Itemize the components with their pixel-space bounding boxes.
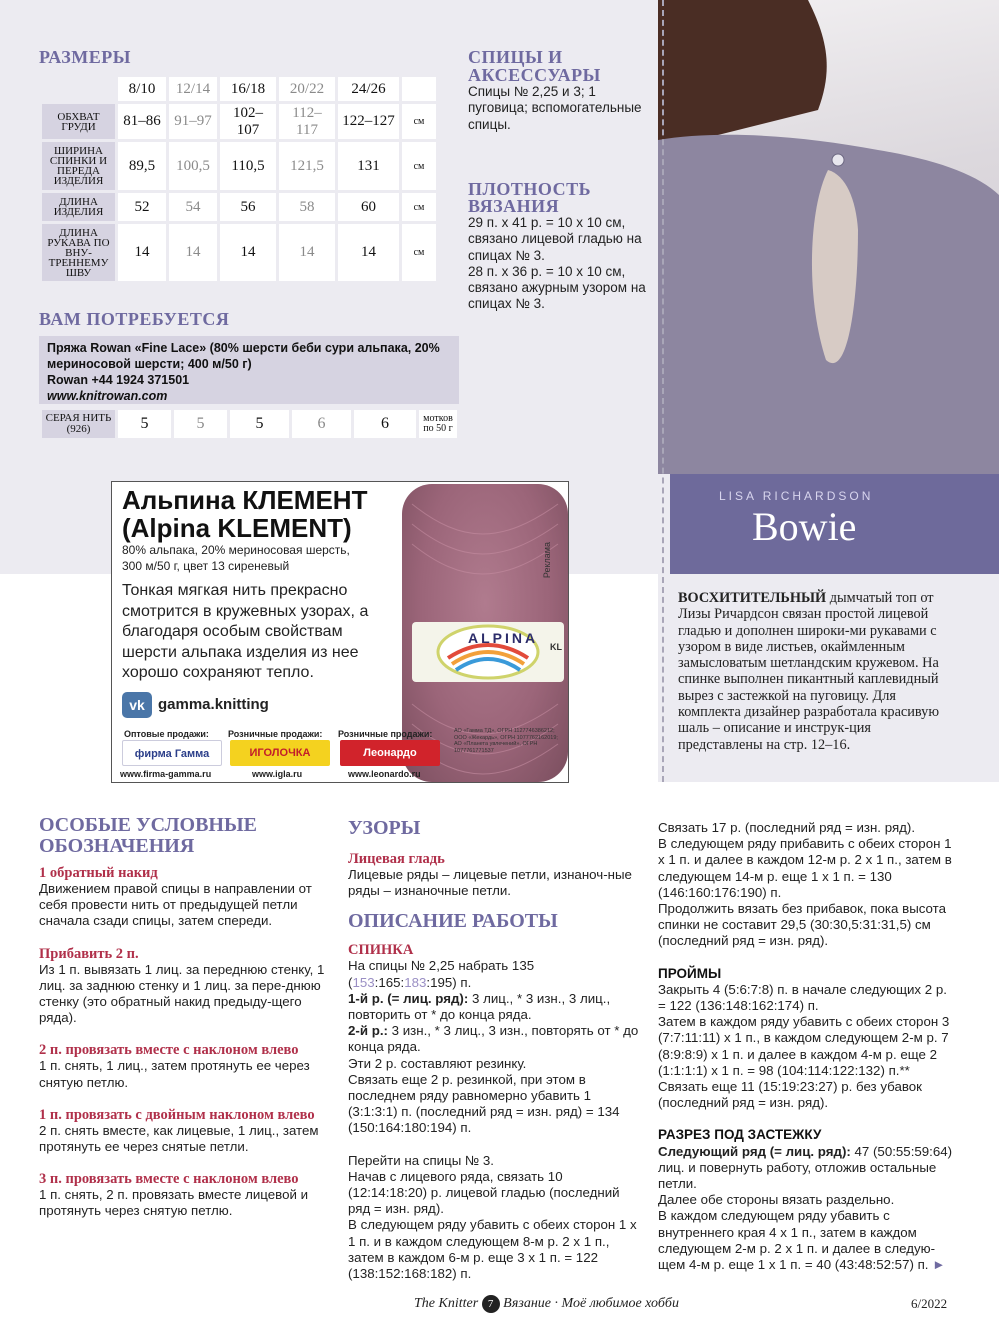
- yarn-line: Rowan +44 1924 371501: [47, 373, 190, 387]
- work-para: Закрыть 4 (5:6:7:8) п. в начале следующих 2 р. = 122 (136:148:162:174) п.: [658, 981, 947, 1014]
- shop-label: Розничные продажи:: [228, 729, 323, 739]
- ad-spec-line: 80% альпака, 20% мериносовая шерсть,: [122, 543, 350, 557]
- work-para: Продолжить вязать без прибавок, пока высота спинки не составит 29,5 (30:30,5:31:31,5) см (последний ряд = изн. ряд).: [658, 901, 946, 949]
- work-para: Эти 2 р. составляют резинку.: [348, 1055, 527, 1071]
- footer-issue: 6/2022: [911, 1296, 948, 1311]
- abbr-item: [39, 1042, 339, 1090]
- ad-title-line: Альпина КЛЕМЕНТ: [122, 485, 368, 515]
- abbr-item: [39, 1107, 339, 1155]
- needles-text: Спицы № 2,25 и 3; 1 пуговица; вспомогательные спицы.: [468, 84, 642, 132]
- ad-description: Тонкая мягкая нить прекрасно смотрится в кружевных узорах, а благодаря особым свойствам шерсти альпака изделия из нее хорошо сохраняют тепло.: [122, 582, 369, 681]
- work-para: На спицы № 2,25 набрать 135 (153:165:183:195) п.: [348, 958, 535, 990]
- sizes-header-row: [42, 77, 436, 101]
- size-col: 24/26: [338, 77, 399, 101]
- unit: см: [402, 224, 436, 281]
- gamma-logo: фирма Гамма: [122, 740, 222, 766]
- cell: 56: [220, 193, 276, 221]
- work-para: В каждом следующем ряду убавить с внутреннего края 4 х 1 п., затем в каждом следующем 2-м р. 2 х 1 п. и далее в следую-щем 4-м р. еще 1 х 1 п. = 40 (43:48:52:57) п. ►: [658, 1208, 946, 1273]
- page-number: 7: [482, 1295, 500, 1313]
- qty-label: СЕРАЯ НИТЬ (926): [42, 410, 115, 438]
- leonardo-logo: Леонардо: [340, 740, 440, 766]
- cell: 14: [279, 224, 335, 281]
- cell: 102–107: [220, 104, 276, 139]
- qty-cell: 5: [174, 410, 227, 438]
- sizes-row: [42, 224, 436, 281]
- intro-text: [678, 590, 958, 753]
- shop-site[interactable]: www.igla.ru: [252, 769, 303, 779]
- row-label: ШИРИНА СПИНКИ И ПЕРЕДА ИЗДЕЛИЯ: [42, 142, 115, 190]
- cell: 100,5: [169, 142, 217, 190]
- instructions-column: [348, 818, 640, 1282]
- cell: 110,5: [220, 142, 276, 190]
- footer-magazine: The Knitter 7 Вязание · Моё любимое хобби: [414, 1296, 679, 1312]
- ad-legal: АО «Гамма ТД», ОГРН 1127746386212; ООО «Жекардь», ОГРН 1077762162019; АО «Планета увлечений», ОГРН 1077761771537: [454, 728, 558, 754]
- shop-site[interactable]: www.leonardo.ru: [348, 769, 421, 779]
- cell: 52: [118, 193, 166, 221]
- stitch-line: [662, 0, 664, 782]
- sizes-table: [39, 74, 439, 284]
- work-para: Связать еще 11 (15:19:23:27) р. без убавок (последний ряд = изн. ряд).: [658, 1079, 922, 1111]
- sweater-photo: [658, 0, 999, 474]
- yarn-website: www.knitrowan.com: [47, 389, 168, 403]
- abbr-title: 1 обратный накид: [39, 865, 158, 881]
- density-line: 29 п. х 41 р. = 10 х 10 см, связано лицевой гладью на спицах № 3.: [468, 215, 642, 263]
- intro-lead: ВОСХИТИТЕЛЬНЫЙ: [678, 590, 827, 606]
- pattern-title: Bowie: [752, 504, 857, 549]
- slit-heading: РАЗРЕЗ ПОД ЗАСТЕЖКУ: [658, 1127, 822, 1143]
- work-para: Затем в каждом ряду убавить с обеих сторон 3 (7:7:11:11) х 1 п., в каждом следующем 2-м р. 7 (8:9:8:9) х 1 п. и далее в каждом 4-м р. еще 2 (1:1:1:1) х 1 п. = 98 (104:114:122:132) п.**: [658, 1014, 950, 1078]
- abbr-text: Из 1 п. вывязать 1 лиц. за переднюю стенку, 1 лиц. за заднюю стенку и 1 лиц. за пере-днюю стенку (это обратный накид предыду-щего ряда).: [39, 961, 325, 1026]
- button-shape: [832, 154, 844, 166]
- needles-heading: СПИЦЫ И АКСЕССУАРЫ: [468, 47, 601, 85]
- skein-brand: ALPINA: [468, 630, 539, 646]
- cell: 131: [338, 142, 399, 190]
- abbreviations-column: [39, 815, 339, 1236]
- yarn-line: Пряжа Rowan «Fine Lace» (80% шерсти беби сури альпака, 20%: [47, 341, 440, 355]
- density-line: 28 п. х 36 р. = 10 х 10 см, связано ажурным узором на спицах № 3.: [468, 263, 646, 312]
- author-name: LISA RICHARDSON: [719, 489, 874, 503]
- cell: 89,5: [118, 142, 166, 190]
- size-col: 20/22: [279, 77, 335, 101]
- ad-title: [122, 486, 432, 542]
- ad-spec-line: 300 м/50 г, цвет 13 сиреневый: [122, 559, 290, 573]
- shop-label: Оптовые продажи:: [124, 729, 209, 739]
- abbr-text: 1 п. снять, 1 лиц., затем протянуть ее через снятую петлю.: [39, 1058, 310, 1090]
- work-para: Связать еще 2 р. резинкой, при этом в последнем ряду равномерно убавить 1 (3:1:3:1) п. (последний ряд = изн. ряд) = 134 (150:164:180:194) п.: [348, 1071, 620, 1136]
- abbr-item: [39, 865, 339, 930]
- size-col: 16/18: [220, 77, 276, 101]
- qty-cell: 5: [118, 410, 171, 438]
- back-heading: СПИНКА: [348, 942, 414, 959]
- cell: 91–97: [169, 104, 217, 139]
- patterns-heading: УЗОРЫ: [348, 817, 421, 839]
- work-para: Перейти на спицы № 3.: [348, 1152, 495, 1168]
- cell: 14: [220, 224, 276, 281]
- work-para: В следующем ряду прибавить с обеих сторон 1 х 1 п. и далее в каждом 12-м р. 2 х 1 п., затем в следующем 14-м р. еще 1 х 1 п. = 130 (146:160:176:190) п.: [658, 836, 952, 900]
- work-para: Связать 17 р. (последний ряд = изн. ряд).: [658, 820, 916, 835]
- cell: 122–127: [338, 104, 399, 139]
- cell: 54: [169, 193, 217, 221]
- size-col: 8/10: [118, 77, 166, 101]
- cell: 58: [279, 193, 335, 221]
- instructions-column-3: [658, 820, 954, 1273]
- size-col: 12/14: [169, 77, 217, 101]
- sizes-heading: РАЗМЕРЫ: [39, 47, 131, 67]
- advertisement: [111, 481, 569, 783]
- work-para: Следующий ряд (= лиц. ряд): 47 (50:55:59:64) лиц. и повернуть работу, отложив остальные петли.: [658, 1143, 953, 1192]
- ad-spec: [122, 542, 382, 574]
- shop-label: Розничные продажи:: [338, 729, 433, 739]
- qty-cell: 6: [354, 410, 416, 438]
- cell: 14: [118, 224, 166, 281]
- qty-cell: 6: [292, 410, 351, 438]
- abbr-title: Прибавить 2 п.: [39, 945, 139, 962]
- cell: 60: [338, 193, 399, 221]
- row-label: ДЛИНА ИЗДЕЛИЯ: [42, 193, 115, 221]
- ad-title-line: (Alpina KLEMENT): [122, 513, 352, 543]
- abbr-text: 2 п. снять вместе, как лицевые, 1 лиц., затем протянуть ее через снятые петли.: [39, 1122, 319, 1155]
- abbr-title: 2 п. провязать вместе с наклоном влево: [39, 1042, 299, 1059]
- abbr-text: Движением правой спицы в направлении от себя провести нить от предыдущей петли сначала сзади спицы, затем спереди.: [39, 881, 312, 929]
- patterns-text: Лицевые ряды – лицевые петли, изнаноч-ные ряды – изнаночные петли.: [348, 867, 632, 899]
- unit: см: [402, 193, 436, 221]
- vk-icon[interactable]: vk: [122, 692, 152, 718]
- cell: 14: [169, 224, 217, 281]
- iglochka-logo: ИГОЛОЧКА: [230, 740, 330, 766]
- row-label: ДЛИНА РУКАВА ПО ВНУ-ТРЕННЕМУ ШВУ: [42, 224, 115, 281]
- row-label: ОБХВАТ ГРУДИ: [42, 104, 115, 139]
- sweater-illustration: [658, 0, 999, 474]
- cell: 121,5: [279, 142, 335, 190]
- abbr-item: [39, 946, 339, 1027]
- continue-arrow-icon: ►: [932, 1257, 946, 1273]
- abbr-text: 1 п. снять, 2 п. провязать вместе лицевой и протянуть через снятую петлю.: [39, 1187, 309, 1219]
- yarn-line: мериносовой шерсти; 400 м/50 г): [47, 357, 252, 371]
- yarn-qty-table: [39, 407, 460, 441]
- qty-cell: 5: [230, 410, 289, 438]
- work-para: 2-й р.: 3 изн., * 3 лиц., 3 изн., повторять от * до конца ряда.: [348, 1023, 639, 1055]
- sizes-row: [42, 142, 436, 190]
- density-text: [468, 215, 656, 313]
- work-para: 1-й р. (= лиц. ряд): 3 лиц., * 3 изн., 3 лиц., повторить от * до конца ряда.: [348, 990, 611, 1023]
- abbr-title: 3 п. провязать вместе с наклоном влево: [39, 1171, 299, 1188]
- cell: 14: [338, 224, 399, 281]
- work-para: В следующем ряду убавить с обеих сторон 1 х 1 п. и в каждом следующем 8-м р. 2 х 1 п., затем в каждом 6-м р. еще 3 х 1 п. = 122 (138:152:168:182) п.: [348, 1217, 637, 1282]
- yarn-heading: ВАМ ПОТРЕБУЕТСЯ: [39, 309, 230, 329]
- cell: 112–117: [279, 104, 335, 139]
- patterns-sub: Лицевая гладь: [348, 851, 445, 867]
- cell: 81–86: [118, 104, 166, 139]
- abbr-heading: ОСОБЫЕ УСЛОВНЫЕ ОБОЗНАЧЕНИЯ: [39, 814, 257, 857]
- abbr-item: [39, 1171, 339, 1219]
- qty-row: [42, 410, 457, 438]
- abbr-title: 1 п. провязать с двойным наклоном влево: [39, 1106, 315, 1123]
- sizes-row: [42, 193, 436, 221]
- yarn-box: [39, 336, 459, 404]
- ad-marker: Реклама: [542, 542, 552, 579]
- armholes-heading: ПРОЙМЫ: [658, 965, 722, 981]
- density-heading: ПЛОТНОСТЬ ВЯЗАНИЯ: [468, 179, 592, 216]
- sizes-row: [42, 104, 436, 139]
- vk-link[interactable]: gamma.knitting: [158, 696, 269, 713]
- unit: см: [402, 142, 436, 190]
- work-para: Начав с лицевого ряда, связать 10 (12:14:18:20) р. лицевой гладью (последний ряд = изн. ряд).: [348, 1168, 620, 1217]
- hair-shape: [658, 0, 827, 150]
- intro-body: дымчатый топ от Лизы Ричардсон связан простой лицевой гладью и дополнен широки-ми рукавами с узором в виде листьев, окаймленным замысловатым шетландским кружевом. На спинке выполнен пикантный каплевидный вырез с застежкой на пуговицу. Для комплекта дизайнер разработала красивую шаль – описание и инструк-ция представлены на стр. 12–16.: [678, 590, 940, 753]
- qty-unit: мотков по 50 г: [419, 410, 457, 438]
- shop-site[interactable]: www.firma-gamma.ru: [120, 769, 212, 779]
- skein-brand-sub: KL: [550, 642, 562, 652]
- work-heading: ОПИСАНИЕ РАБОТЫ: [348, 910, 558, 933]
- work-para: Далее обе стороны вязать раздельно.: [658, 1192, 895, 1208]
- unit: см: [402, 104, 436, 139]
